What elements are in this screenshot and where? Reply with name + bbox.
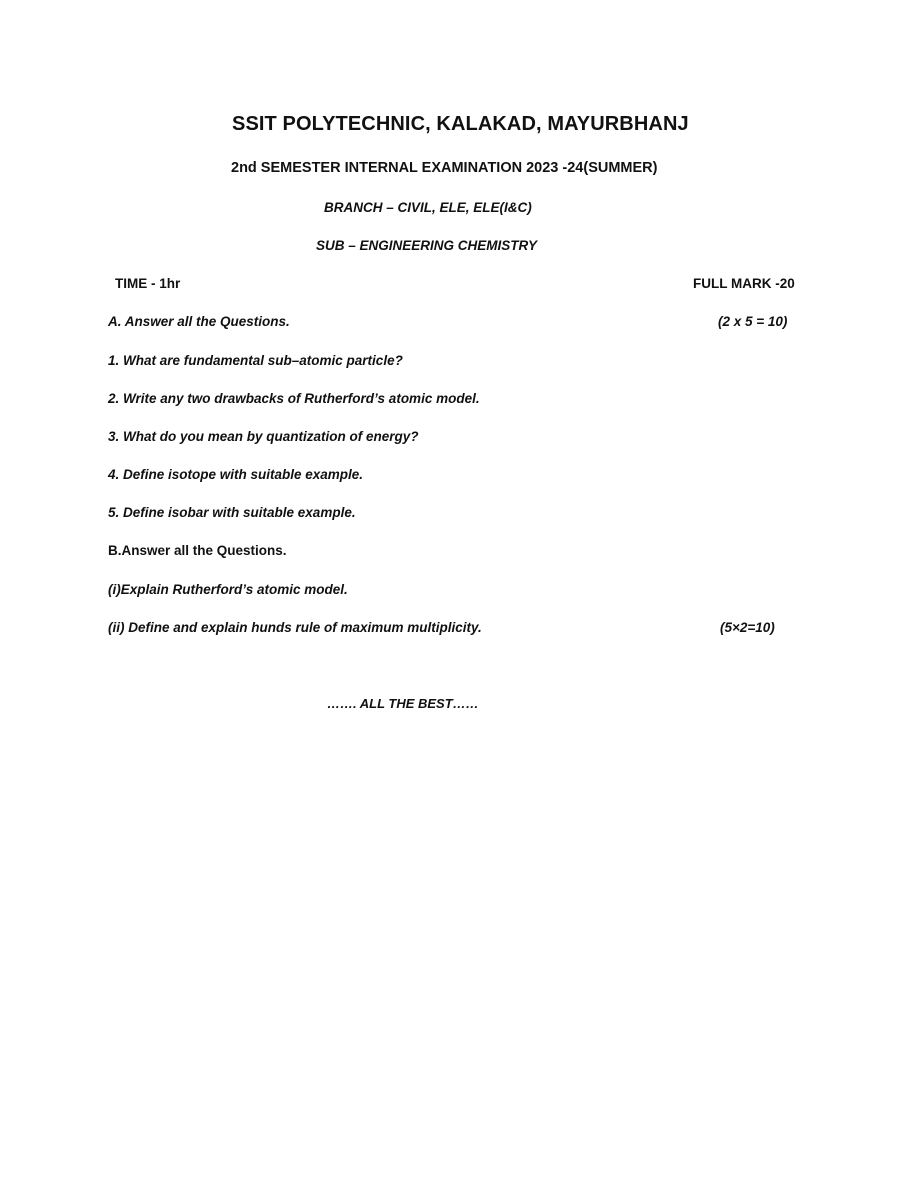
footer-wish: ……. ALL THE BEST…… — [327, 696, 479, 711]
section-b-instruction: B.Answer all the Questions. — [108, 543, 287, 558]
institution-title: SSIT POLYTECHNIC, KALAKAD, MAYURBHANJ — [232, 113, 689, 135]
question-5: 5. Define isobar with suitable example. — [108, 505, 356, 520]
subject-line: SUB – ENGINEERING CHEMISTRY — [316, 238, 538, 253]
section-a-marks: (2 x 5 = 10) — [718, 314, 788, 329]
branch-line: BRANCH – CIVIL, ELE, ELE(I&C) — [324, 200, 532, 215]
question-1: 1. What are fundamental sub–atomic particle? — [108, 353, 403, 368]
question-2: 2. Write any two drawbacks of Rutherford’s atomic model. — [108, 391, 480, 406]
section-b-marks: (5×2=10) — [720, 620, 775, 635]
question-b-i: (i)Explain Rutherford’s atomic model. — [108, 582, 348, 597]
question-b-ii: (ii) Define and explain hunds rule of maximum multiplicity. — [108, 620, 482, 635]
question-3: 3. What do you mean by quantization of energy? — [108, 429, 419, 444]
time-label: TIME - 1hr — [115, 276, 181, 291]
question-4: 4. Define isotope with suitable example. — [108, 467, 364, 482]
section-a-instruction: A. Answer all the Questions. — [108, 314, 290, 329]
full-mark-label: FULL MARK -20 — [693, 276, 795, 291]
exam-title: 2nd SEMESTER INTERNAL EXAMINATION 2023 -24(SUMMER) — [231, 160, 658, 176]
